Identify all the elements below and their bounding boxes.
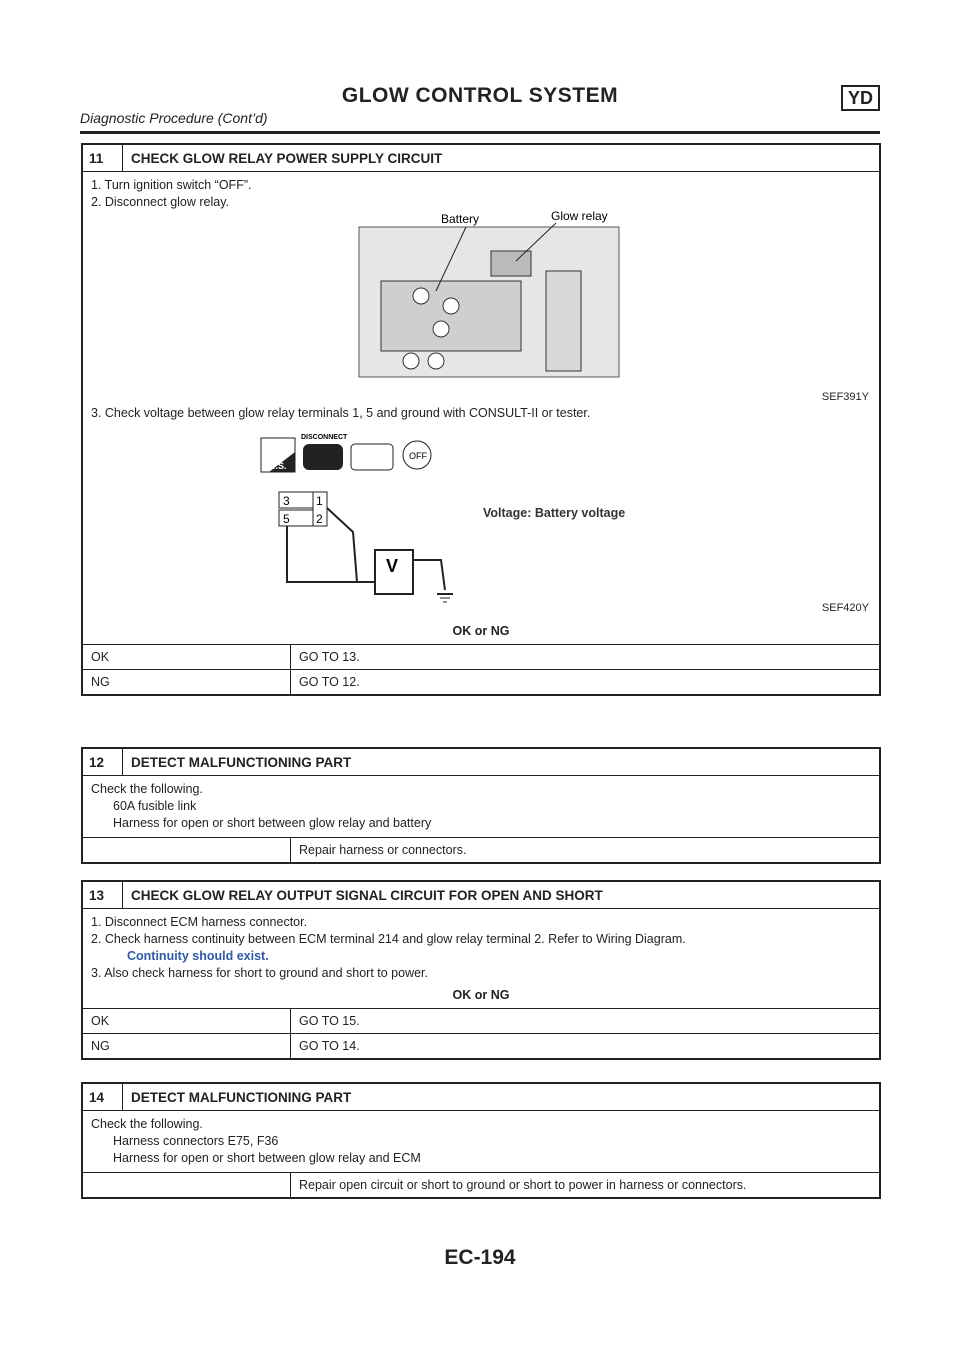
spec-line: Continuity should exist.	[127, 949, 269, 963]
result-row	[83, 837, 879, 862]
instruction-line: Check the following.	[91, 1117, 203, 1131]
step-14-header	[83, 1084, 879, 1111]
terminal-3: 3	[283, 494, 290, 508]
figure-voltage-check	[91, 422, 871, 618]
voltmeter-label: V	[386, 556, 399, 576]
instruction-line: 2. Check harness continuity between ECM terminal 214 and glow relay terminal 2. Refer to Wiring Diagram.	[91, 932, 686, 946]
result-action: GO TO 15.	[299, 1014, 360, 1028]
off-label: OFF	[409, 451, 427, 461]
step-13-header	[83, 882, 879, 909]
step-11-block	[81, 143, 881, 696]
step-title: DETECT MALFUNCTIONING PART	[131, 1089, 352, 1105]
step-title: DETECT MALFUNCTIONING PART	[131, 754, 352, 770]
header-rule	[80, 131, 880, 134]
glow-relay-label: Glow relay	[551, 211, 608, 223]
step-title: CHECK GLOW RELAY OUTPUT SIGNAL CIRCUIT FOR OPEN AND SHORT	[131, 887, 603, 903]
ts-label: T.S.	[271, 461, 287, 471]
disconnect-label: DISCONNECT	[301, 434, 348, 441]
instruction-line: 60A fusible link	[113, 799, 197, 813]
result-action: Repair harness or connectors.	[299, 843, 467, 857]
step-14-block	[81, 1082, 881, 1199]
page-number: EC-194	[444, 1246, 516, 1269]
instruction-line: 1. Disconnect ECM harness connector.	[91, 915, 308, 929]
result-action: GO TO 13.	[299, 650, 360, 664]
step-number: 11	[83, 145, 123, 171]
figure-code: SEF420Y	[821, 602, 869, 614]
battery-label: Battery	[441, 212, 480, 226]
result-row	[83, 1172, 879, 1197]
result-row	[83, 1008, 879, 1033]
instruction-line: Check the following.	[91, 782, 203, 796]
engine-bay-photo	[91, 211, 871, 405]
step-number: 14	[83, 1084, 123, 1110]
figure-code: SEF391Y	[821, 391, 869, 403]
figure-battery-relay	[91, 211, 871, 405]
step-12-block	[81, 747, 881, 864]
result-key: OK	[83, 645, 291, 669]
terminal-2: 2	[316, 512, 323, 526]
result-row	[83, 669, 879, 694]
ok-or-ng-label: OK or NG	[452, 624, 510, 638]
ok-or-ng-label: OK or NG	[452, 988, 510, 1002]
result-row	[83, 1033, 879, 1058]
terminal-1: 1	[316, 494, 323, 508]
terminal-5: 5	[283, 512, 290, 526]
instruction-line: 1. Turn ignition switch “OFF”.	[91, 178, 252, 192]
instruction-line: Harness connectors E75, F36	[113, 1134, 279, 1148]
step-number: 12	[83, 749, 123, 775]
result-key: NG	[83, 1034, 291, 1058]
voltage-spec: Voltage: Battery voltage	[483, 506, 626, 520]
step-number: 13	[83, 882, 123, 908]
instruction-line: 3. Also check harness for short to ground and short to power.	[91, 966, 428, 980]
result-action: GO TO 14.	[299, 1039, 360, 1053]
step-11-header	[83, 145, 879, 172]
engine-badge: YD	[841, 85, 880, 111]
result-action: GO TO 12.	[299, 675, 360, 689]
instruction-line: 2. Disconnect glow relay.	[91, 195, 230, 209]
instruction-line: Harness for open or short between glow relay and battery	[113, 816, 432, 830]
step-12-header	[83, 749, 879, 776]
page-subtitle: Diagnostic Procedure (Cont’d)	[80, 110, 268, 126]
instruction-line: Harness for open or short between glow relay and ECM	[113, 1151, 421, 1165]
instruction-line: 3. Check voltage between glow relay terminals 1, 5 and ground with CONSULT-II or tester.	[91, 406, 591, 420]
result-key: NG	[83, 670, 291, 694]
result-action: Repair open circuit or short to ground or short to power in harness or connectors.	[299, 1178, 747, 1192]
page-title: GLOW CONTROL SYSTEM	[341, 84, 619, 107]
result-key: OK	[83, 1009, 291, 1033]
result-row	[83, 644, 879, 669]
step-title: CHECK GLOW RELAY POWER SUPPLY CIRCUIT	[131, 150, 443, 166]
voltage-check-diagram	[91, 422, 871, 618]
step-13-block	[81, 880, 881, 1060]
